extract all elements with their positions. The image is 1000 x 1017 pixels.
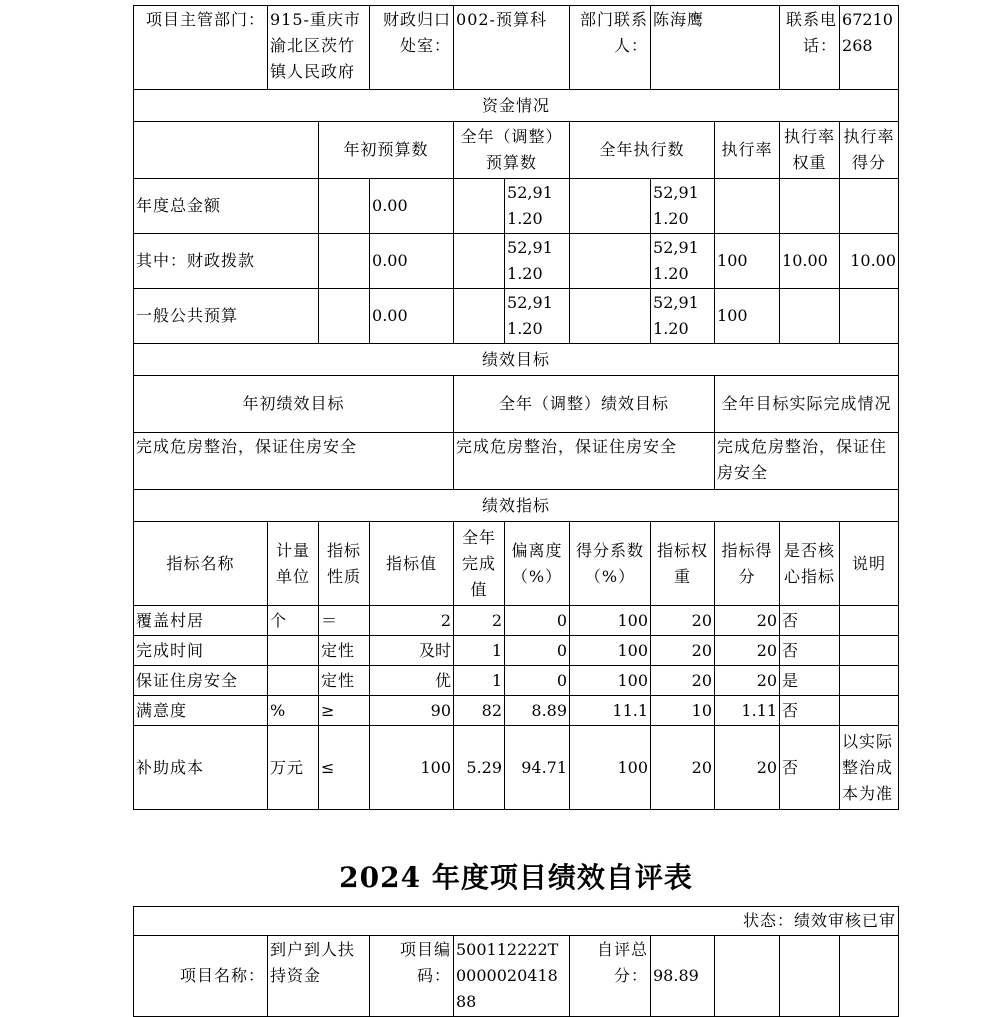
ind-coefficient: 100 bbox=[570, 636, 651, 666]
ind-done: 1 bbox=[454, 636, 505, 666]
ind-header-deviation: 偏离度（%） bbox=[505, 522, 570, 606]
self-score-label: 自评总分： bbox=[570, 936, 651, 1017]
funds-row-name: 其中：财政拨款 bbox=[134, 234, 319, 289]
ind-weight: 20 bbox=[651, 636, 715, 666]
ind-note bbox=[840, 606, 899, 636]
goals-section-title: 绩效目标 bbox=[134, 344, 899, 376]
ind-score: 20 bbox=[715, 636, 780, 666]
funds-row-name: 年度总金额 bbox=[134, 179, 319, 234]
ind-done: 5.29 bbox=[454, 726, 505, 810]
ind-weight: 20 bbox=[651, 606, 715, 636]
dept-label: 项目主管部门： bbox=[134, 6, 268, 90]
ind-unit bbox=[268, 666, 319, 696]
ind-target: 100 bbox=[370, 726, 454, 810]
ind-name: 补助成本 bbox=[134, 726, 268, 810]
funds-row-score bbox=[840, 179, 899, 234]
funds-col-score: 执行率得分 bbox=[840, 122, 899, 179]
blank-cell bbox=[780, 936, 840, 1017]
funds-col-executed: 全年执行数 bbox=[570, 122, 715, 179]
indicator-row bbox=[134, 636, 899, 666]
ind-target: 优 bbox=[370, 666, 454, 696]
funds-row-executed: 52,911.20 bbox=[651, 179, 715, 234]
dept-value: 915-重庆市渝北区茨竹镇人民政府 bbox=[268, 6, 370, 90]
ind-weight: 10 bbox=[651, 696, 715, 726]
indicator-row bbox=[134, 726, 899, 810]
funds-col-initial: 年初预算数 bbox=[319, 122, 454, 179]
funds-row bbox=[134, 234, 899, 289]
ind-target: 90 bbox=[370, 696, 454, 726]
project-name-value: 到户到人扶持资金 bbox=[268, 936, 370, 1017]
ind-header-target: 指标值 bbox=[370, 522, 454, 606]
ind-score: 20 bbox=[715, 606, 780, 636]
funds-row-executed-blank bbox=[570, 289, 651, 344]
funds-row-rate bbox=[715, 179, 780, 234]
ind-score: 20 bbox=[715, 666, 780, 696]
ind-deviation: 8.89 bbox=[505, 696, 570, 726]
funds-row-executed: 52,911.20 bbox=[651, 289, 715, 344]
goals-col-adjusted: 全年（调整）绩效目标 bbox=[454, 376, 715, 433]
ind-core: 否 bbox=[780, 696, 840, 726]
ind-unit bbox=[268, 636, 319, 666]
ind-deviation: 0 bbox=[505, 606, 570, 636]
ind-target: 及时 bbox=[370, 636, 454, 666]
ind-header-core: 是否核心指标 bbox=[780, 522, 840, 606]
funds-row-adjusted-blank bbox=[454, 234, 505, 289]
indicators-section-title: 绩效指标 bbox=[134, 490, 899, 522]
ind-deviation: 94.71 bbox=[505, 726, 570, 810]
ind-coefficient: 100 bbox=[570, 606, 651, 636]
funds-row-weight: 10.00 bbox=[780, 234, 840, 289]
ind-core: 是 bbox=[780, 666, 840, 696]
project-code-label: 项目编码： bbox=[370, 936, 454, 1017]
funds-row-name: 一般公共预算 bbox=[134, 289, 319, 344]
phone-label: 联系电话： bbox=[780, 6, 840, 90]
contact-value: 陈海鹰 bbox=[651, 6, 780, 90]
phone-value: 67210268 bbox=[840, 6, 899, 90]
ind-deviation: 0 bbox=[505, 666, 570, 696]
ind-weight: 20 bbox=[651, 726, 715, 810]
ind-coefficient: 100 bbox=[570, 726, 651, 810]
funds-row-rate: 100 bbox=[715, 234, 780, 289]
ind-done: 2 bbox=[454, 606, 505, 636]
funds-col-weight: 执行率权重 bbox=[780, 122, 840, 179]
self-evaluation-table bbox=[133, 906, 899, 1017]
funds-col-adjusted: 全年（调整）预算数 bbox=[454, 122, 570, 179]
funds-header-blank bbox=[134, 122, 319, 179]
ind-nature: ≤ bbox=[319, 726, 370, 810]
ind-header-unit: 计量单位 bbox=[268, 522, 319, 606]
ind-coefficient: 100 bbox=[570, 666, 651, 696]
ind-score: 1.11 bbox=[715, 696, 780, 726]
funds-row-initial: 0.00 bbox=[370, 179, 454, 234]
ind-score: 20 bbox=[715, 726, 780, 810]
funds-row-executed-blank bbox=[570, 179, 651, 234]
ind-header-note: 说明 bbox=[840, 522, 899, 606]
ind-unit: 万元 bbox=[268, 726, 319, 810]
ind-header-score: 指标得分 bbox=[715, 522, 780, 606]
funds-row bbox=[134, 289, 899, 344]
funds-row-adjusted-blank bbox=[454, 289, 505, 344]
ind-unit: % bbox=[268, 696, 319, 726]
funds-row-executed-blank bbox=[570, 234, 651, 289]
funds-row-weight bbox=[780, 289, 840, 344]
funds-row-executed: 52,911.20 bbox=[651, 234, 715, 289]
ind-note: 以实际整治成本为准 bbox=[840, 726, 899, 810]
ind-nature: 定性 bbox=[319, 666, 370, 696]
status-text: 状态：绩效审核已审 bbox=[134, 907, 899, 936]
project-code-value: 500112222T000002041888 bbox=[454, 936, 570, 1017]
indicator-row bbox=[134, 606, 899, 636]
office-value: 002-预算科 bbox=[454, 6, 570, 90]
ind-note bbox=[840, 666, 899, 696]
self-score-value: 98.89 bbox=[651, 936, 715, 1017]
indicator-row bbox=[134, 666, 899, 696]
funds-row-adjusted-blank bbox=[454, 179, 505, 234]
funds-col-rate: 执行率 bbox=[715, 122, 780, 179]
ind-coefficient: 11.1 bbox=[570, 696, 651, 726]
form-title: 2024 年度项目绩效自评表 bbox=[339, 861, 693, 894]
ind-done: 82 bbox=[454, 696, 505, 726]
ind-name: 满意度 bbox=[134, 696, 268, 726]
ind-note bbox=[840, 696, 899, 726]
funds-row-initial: 0.00 bbox=[370, 289, 454, 344]
ind-weight: 20 bbox=[651, 666, 715, 696]
funds-row bbox=[134, 179, 899, 234]
ind-core: 否 bbox=[780, 606, 840, 636]
ind-unit: 个 bbox=[268, 606, 319, 636]
blank-cell bbox=[840, 936, 899, 1017]
ind-header-name: 指标名称 bbox=[134, 522, 268, 606]
goals-adjusted: 完成危房整治，保证住房安全 bbox=[454, 433, 715, 490]
funds-row-adjusted: 52,911.20 bbox=[505, 289, 570, 344]
funds-row-initial-blank bbox=[319, 289, 370, 344]
funds-row-initial-blank bbox=[319, 234, 370, 289]
project-name-label: 项目名称： bbox=[134, 936, 268, 1017]
funds-row-adjusted: 52,911.20 bbox=[505, 234, 570, 289]
office-label: 财政归口处室： bbox=[370, 6, 454, 90]
funds-row-score bbox=[840, 289, 899, 344]
indicators-header-row bbox=[134, 522, 899, 606]
ind-deviation: 0 bbox=[505, 636, 570, 666]
goals-col-initial: 年初绩效目标 bbox=[134, 376, 454, 433]
goals-initial: 完成危房整治，保证住房安全 bbox=[134, 433, 454, 490]
goals-actual: 完成危房整治，保证住房安全 bbox=[715, 433, 899, 490]
funds-row-weight bbox=[780, 179, 840, 234]
ind-name: 覆盖村居 bbox=[134, 606, 268, 636]
ind-name: 完成时间 bbox=[134, 636, 268, 666]
ind-core: 否 bbox=[780, 636, 840, 666]
indicator-row bbox=[134, 696, 899, 726]
ind-header-done: 全年完成值 bbox=[454, 522, 505, 606]
goals-col-actual: 全年目标实际完成情况 bbox=[715, 376, 899, 433]
performance-table bbox=[133, 5, 899, 810]
funds-row-initial: 0.00 bbox=[370, 234, 454, 289]
ind-note bbox=[840, 636, 899, 666]
funds-row-score: 10.00 bbox=[840, 234, 899, 289]
contact-label: 部门联系人： bbox=[570, 6, 651, 90]
ind-header-nature: 指标性质 bbox=[319, 522, 370, 606]
funds-section-title: 资金情况 bbox=[134, 90, 899, 122]
ind-header-coefficient: 得分系数（%） bbox=[570, 522, 651, 606]
ind-core: 否 bbox=[780, 726, 840, 810]
ind-done: 1 bbox=[454, 666, 505, 696]
funds-row-rate: 100 bbox=[715, 289, 780, 344]
ind-header-weight: 指标权重 bbox=[651, 522, 715, 606]
ind-name: 保证住房安全 bbox=[134, 666, 268, 696]
ind-nature: 定性 bbox=[319, 636, 370, 666]
funds-row-adjusted: 52,911.20 bbox=[505, 179, 570, 234]
funds-row-initial-blank bbox=[319, 179, 370, 234]
ind-target: 2 bbox=[370, 606, 454, 636]
ind-nature: ＝ bbox=[319, 606, 370, 636]
ind-nature: ≥ bbox=[319, 696, 370, 726]
blank-cell bbox=[715, 936, 780, 1017]
